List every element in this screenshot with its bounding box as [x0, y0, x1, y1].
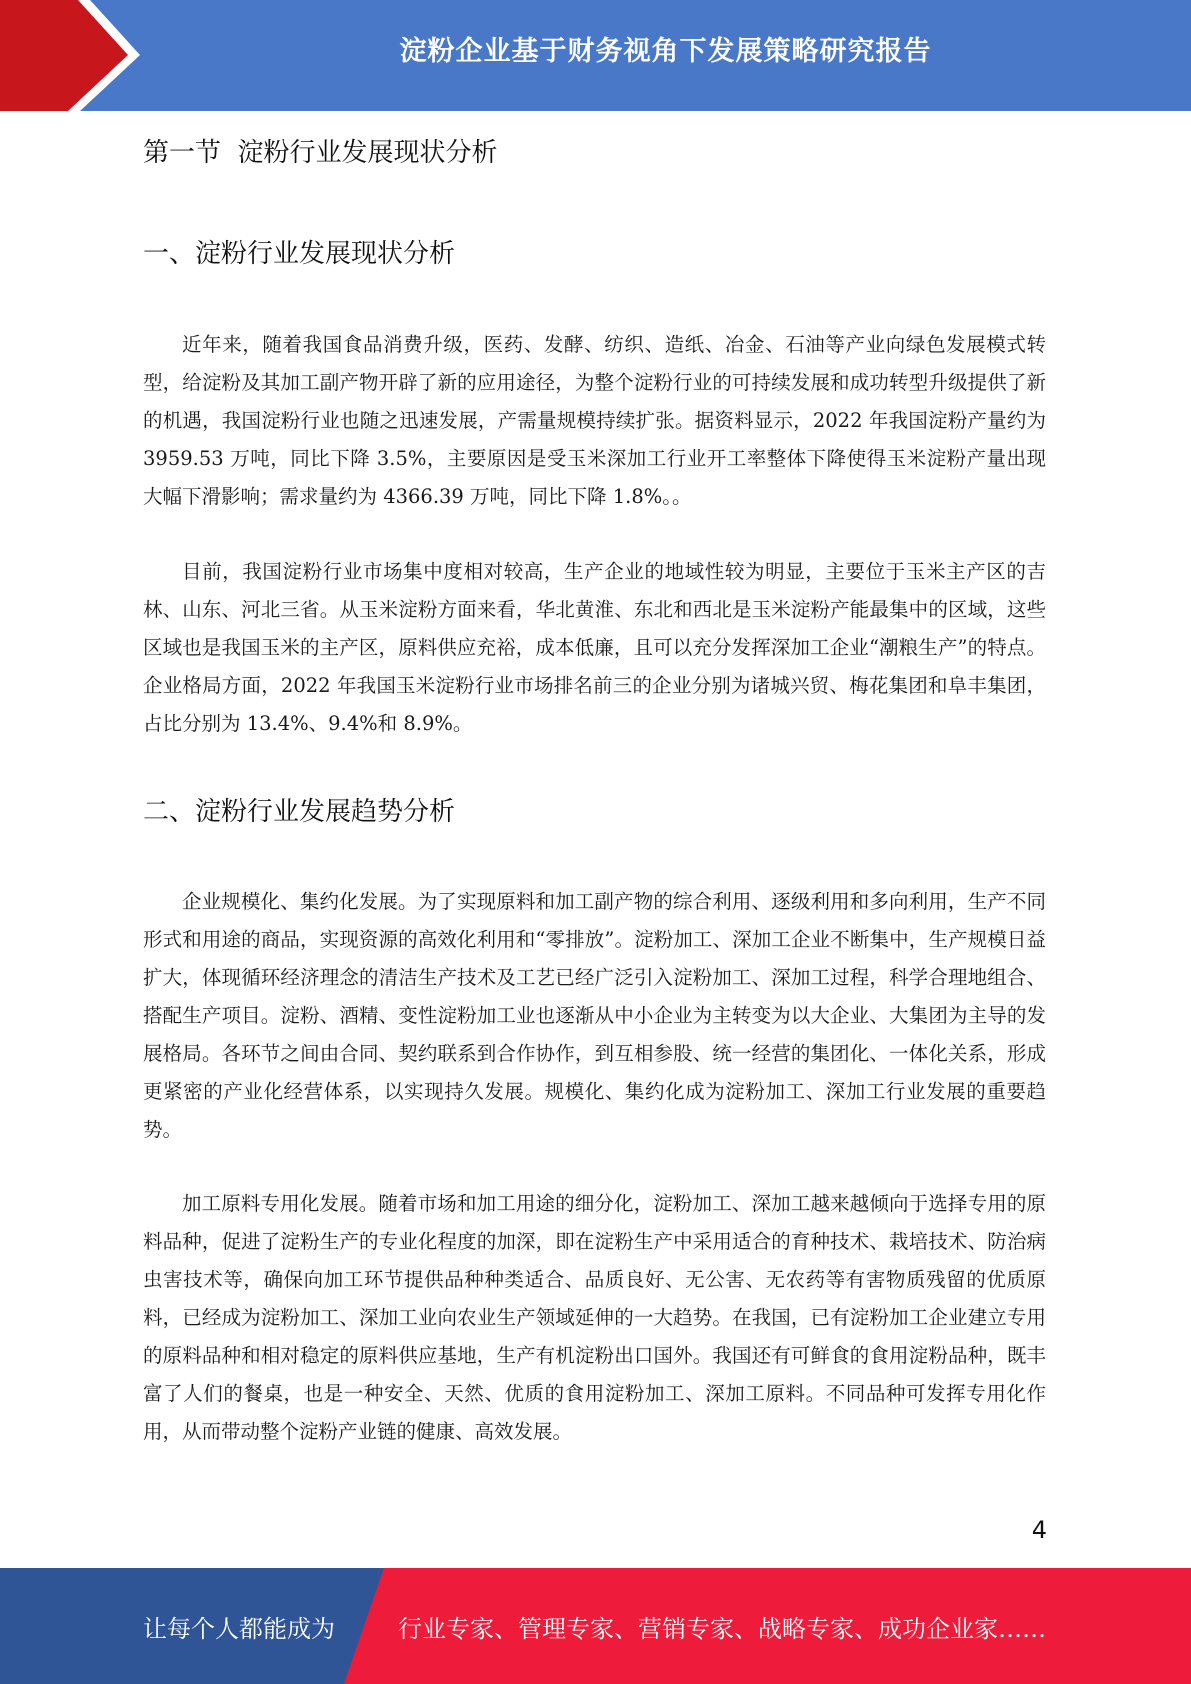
paragraph-2: 目前，我国淀粉行业市场集中度相对较高，生产企业的地域性较为明显，主要位于玉米主产区的吉林、山东、河北三省。从玉米淀粉方面来看，华北黄淮、东北和西北是玉米淀粉产能最集中的区域，这些区域也是我国玉米的主产区，原料供应充裕，成本低廉，且可以充分发挥深加工企业“潮粮生产”的特点。企业格局方面，2022 年我国玉米淀粉行业市场排名前三的企业分别为诸城兴贸、梅花集团和阜丰集团，占比分别为 13.4%、9.4%和 8.9%。 [143, 560, 1046, 735]
page-number: 4 [1031, 1516, 1047, 1544]
section-title: 第一节 淀粉行业发展现状分析 [143, 138, 498, 168]
paragraph-1: 近年来，随着我国食品消费升级，医药、发酵、纺织、造纸、冶金、石油等产业向绿色发展模式转型，给淀粉及其加工副产物开辟了新的应用途径，为整个淀粉行业的可持续发展和成功转型升级提供了新的机遇，我国淀粉行业也随之迅速发展，产需量规模持续扩张。据资料显示，2022 年我国淀粉产量约为 3959.53 万吨，同比下降 3.5%，主要原因是受玉米深加工行业开工率整体下降使得玉米淀粉产量出现大幅下滑影响；需求量约为 4366.39 万吨，同比下降 1.8%。。 [143, 333, 1046, 508]
paragraph-4: 加工原料专用化发展。随着市场和加工用途的细分化，淀粉加工、深加工越来越倾向于选择专用的原料品种，促进了淀粉生产的专业化程度的加深，即在淀粉生产中采用适合的育种技术、栽培技术、防治病虫害技术等，确保向加工环节提供品种种类适合、品质良好、无公害、无农药等有害物质残留的优质原料，已经成为淀粉加工、深加工业向农业生产领域延伸的一大趋势。在我国，已有淀粉加工企业建立专用的原料品种和相对稳定的原料供应基地，生产有机淀粉出口国外。我国还有可鲜食的食用淀粉品种，既丰富了人们的餐桌，也是一种安全、天然、优质的食用淀粉加工、深加工原料。不同品种可发挥专用化作用，从而带动整个淀粉产业链的健康、高效发展。 [143, 1192, 1046, 1443]
footer-slogan-left: 让每个人都能成为 [143, 1614, 335, 1643]
subsection-heading-2: 二、淀粉行业发展趋势分析 [143, 797, 456, 827]
header-banner [0, 0, 1191, 111]
subsection-heading-1: 一、淀粉行业发展现状分析 [143, 239, 456, 269]
arrow-chevron-decoration [0, 0, 160, 111]
footer-banner [0, 1568, 1191, 1684]
paragraph-3: 企业规模化、集约化发展。为了实现原料和加工副产物的综合利用、逐级利用和多向利用，生产不同形式和用途的商品，实现资源的高效化利用和“零排放”。淀粉加工、深加工企业不断集中，生产规模日益扩大，体现循环经济理念的清洁生产技术及工艺已经广泛引入淀粉加工、深加工过程，科学合理地组合、搭配生产项目。淀粉、酒精、变性淀粉加工业也逐渐从中小企业为主转变为以大企业、大集团为主导的发展格局。各环节之间由合同、契约联系到合作协作，到互相参股、统一经营的集团化、一体化关系，形成更紧密的产业化经营体系，以实现持久发展。规模化、集约化成为淀粉加工、深加工行业发展的重要趋势。 [143, 890, 1046, 1141]
footer-slogan-right: 行业专家、管理专家、营销专家、战略专家、成功企业家…… [398, 1614, 1046, 1643]
report-title: 淀粉企业基于财务视角下发展策略研究报告 [399, 36, 932, 67]
